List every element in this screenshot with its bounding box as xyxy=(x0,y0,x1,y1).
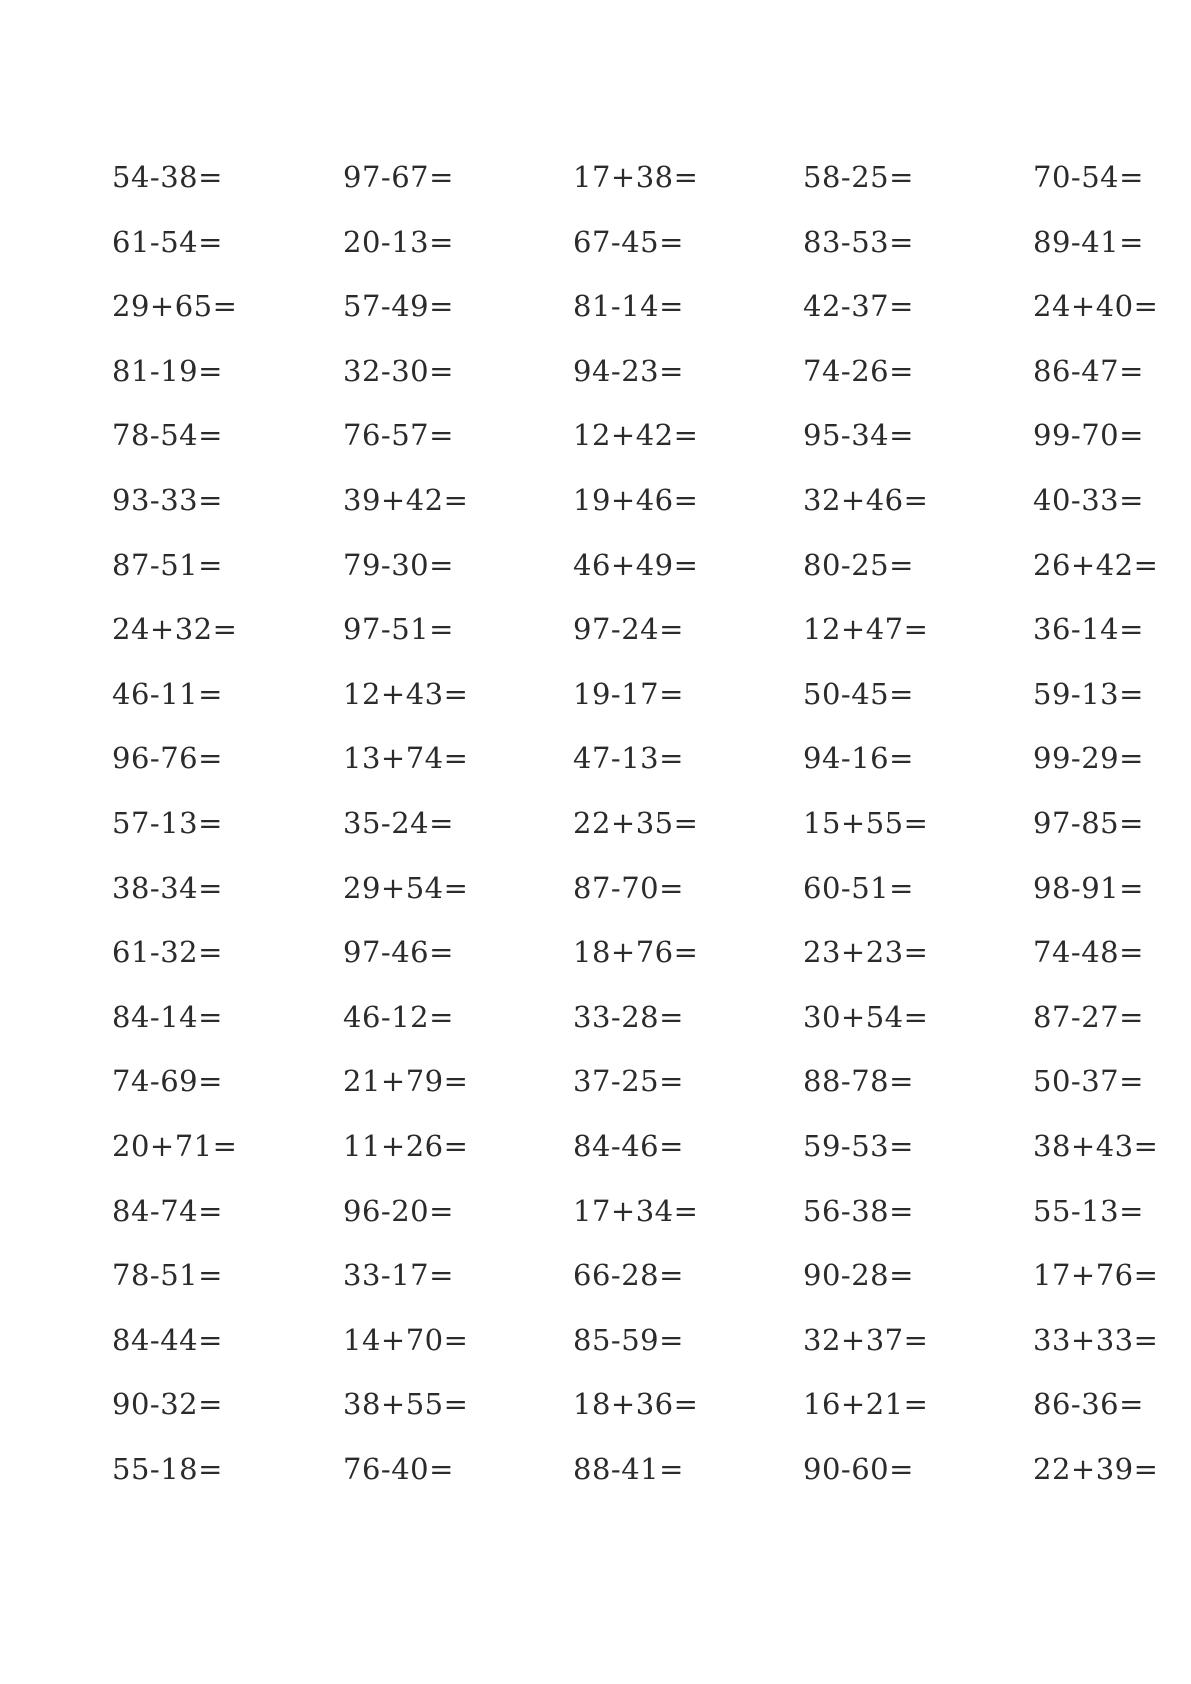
math-problem: 30+54= xyxy=(803,999,929,1034)
math-problem: 17+34= xyxy=(573,1193,699,1228)
math-problem: 32-30= xyxy=(343,353,454,388)
problem-row xyxy=(0,726,1191,790)
math-problem: 37-25= xyxy=(573,1064,684,1099)
problem-row xyxy=(0,339,1191,403)
math-problem: 67-45= xyxy=(573,224,684,259)
math-problem: 22+35= xyxy=(573,806,699,840)
problem-row xyxy=(0,468,1191,532)
problem-row xyxy=(0,597,1191,661)
math-problem: 98-91= xyxy=(1033,870,1144,905)
math-problem: 20+71= xyxy=(112,1129,238,1163)
math-problem: 24+40= xyxy=(1033,289,1159,324)
math-problem: 87-51= xyxy=(112,547,223,582)
math-problem: 19+46= xyxy=(573,483,699,517)
math-problem: 19-17= xyxy=(573,676,684,711)
math-problem: 15+55= xyxy=(803,806,929,840)
math-problem: 12+42= xyxy=(573,418,699,453)
math-problem: 38-34= xyxy=(112,870,223,905)
math-problem: 26+42= xyxy=(1033,547,1159,582)
problem-row xyxy=(0,856,1191,920)
math-problem: 74-69= xyxy=(112,1064,223,1099)
problem-row xyxy=(0,1437,1191,1501)
problem-row xyxy=(0,403,1191,467)
math-problem: 55-13= xyxy=(1033,1193,1144,1228)
math-problem: 29+65= xyxy=(112,289,238,324)
math-problem: 97-51= xyxy=(343,612,454,647)
math-problem: 35-24= xyxy=(343,806,454,840)
math-problem: 21+79= xyxy=(343,1064,469,1099)
math-problem: 94-23= xyxy=(573,353,684,388)
math-problem: 96-20= xyxy=(343,1193,454,1228)
math-problem: 60-51= xyxy=(803,870,914,905)
math-problem: 57-49= xyxy=(343,289,454,324)
math-problem: 38+55= xyxy=(343,1387,469,1422)
math-problem: 86-36= xyxy=(1033,1387,1144,1422)
math-problem: 55-18= xyxy=(112,1452,223,1486)
problem-row xyxy=(0,1179,1191,1243)
math-problem: 96-76= xyxy=(112,741,223,776)
math-problem: 90-60= xyxy=(803,1452,914,1486)
math-problem: 50-37= xyxy=(1033,1064,1144,1099)
math-problem: 59-53= xyxy=(803,1129,914,1163)
math-problem: 47-13= xyxy=(573,741,684,776)
problem-row xyxy=(0,920,1191,984)
problem-row xyxy=(0,1308,1191,1372)
math-problem: 58-25= xyxy=(803,160,914,194)
math-problem: 66-28= xyxy=(573,1258,684,1293)
math-problem: 81-14= xyxy=(573,289,684,324)
math-problem: 29+54= xyxy=(343,870,469,905)
math-problem: 11+26= xyxy=(343,1129,469,1163)
math-problem: 97-46= xyxy=(343,935,454,970)
problem-row xyxy=(0,145,1191,209)
math-problem: 99-29= xyxy=(1033,741,1144,776)
math-problem: 87-70= xyxy=(573,870,684,905)
math-problem: 97-85= xyxy=(1033,806,1144,840)
math-problem: 38+43= xyxy=(1033,1129,1159,1163)
math-problem: 42-37= xyxy=(803,289,914,324)
math-problem: 12+47= xyxy=(803,612,929,647)
math-problem: 78-54= xyxy=(112,418,223,453)
math-problem: 95-34= xyxy=(803,418,914,453)
math-problem: 18+36= xyxy=(573,1387,699,1422)
math-problem: 78-51= xyxy=(112,1258,223,1293)
math-problem: 46-12= xyxy=(343,999,454,1034)
math-problem: 17+76= xyxy=(1033,1258,1159,1293)
problem-row xyxy=(0,985,1191,1049)
math-problem: 36-14= xyxy=(1033,612,1144,647)
math-problem: 59-13= xyxy=(1033,676,1144,711)
math-problem: 83-53= xyxy=(803,224,914,259)
math-problem: 94-16= xyxy=(803,741,914,776)
math-problem: 61-32= xyxy=(112,935,223,970)
math-problem: 90-28= xyxy=(803,1258,914,1293)
math-problem: 76-40= xyxy=(343,1452,454,1486)
problem-row xyxy=(0,1049,1191,1113)
math-problem: 13+74= xyxy=(343,741,469,776)
math-problem: 84-74= xyxy=(112,1193,223,1228)
math-problem: 88-41= xyxy=(573,1452,684,1486)
problem-row xyxy=(0,791,1191,855)
math-problem: 85-59= xyxy=(573,1322,684,1357)
math-problem: 99-70= xyxy=(1033,418,1144,453)
math-problem: 76-57= xyxy=(343,418,454,453)
math-problem: 80-25= xyxy=(803,547,914,582)
math-problem: 90-32= xyxy=(112,1387,223,1422)
math-problem: 20-13= xyxy=(343,224,454,259)
math-problem: 61-54= xyxy=(112,224,223,259)
math-problem: 23+23= xyxy=(803,935,929,970)
math-problem: 18+76= xyxy=(573,935,699,970)
math-problem: 74-26= xyxy=(803,353,914,388)
problem-row xyxy=(0,274,1191,338)
problem-row xyxy=(0,533,1191,597)
math-problem: 79-30= xyxy=(343,547,454,582)
math-problem: 50-45= xyxy=(803,676,914,711)
problem-row xyxy=(0,210,1191,274)
math-problem: 39+42= xyxy=(343,483,469,517)
math-problem: 46-11= xyxy=(112,676,223,711)
math-problem: 97-24= xyxy=(573,612,684,647)
math-problem: 12+43= xyxy=(343,676,469,711)
math-problem: 74-48= xyxy=(1033,935,1144,970)
math-problem: 84-14= xyxy=(112,999,223,1034)
math-problem: 70-54= xyxy=(1033,160,1144,194)
math-problem: 57-13= xyxy=(112,806,223,840)
math-problem: 54-38= xyxy=(112,160,223,194)
math-problem: 87-27= xyxy=(1033,999,1144,1034)
problem-row xyxy=(0,1372,1191,1436)
math-problem: 97-67= xyxy=(343,160,454,194)
math-problem: 40-33= xyxy=(1033,483,1144,517)
math-problem: 33-28= xyxy=(573,999,684,1034)
math-problem: 88-78= xyxy=(803,1064,914,1099)
problem-row xyxy=(0,1243,1191,1307)
math-problem: 33+33= xyxy=(1033,1322,1159,1357)
math-problem: 84-44= xyxy=(112,1322,223,1357)
problem-row xyxy=(0,662,1191,726)
math-problem: 22+39= xyxy=(1033,1452,1159,1486)
math-problem: 46+49= xyxy=(573,547,699,582)
math-problem: 17+38= xyxy=(573,160,699,194)
math-problem: 86-47= xyxy=(1033,353,1144,388)
math-problem: 32+46= xyxy=(803,483,929,517)
math-problem: 16+21= xyxy=(803,1387,929,1422)
math-problem: 24+32= xyxy=(112,612,238,647)
problem-row xyxy=(0,1114,1191,1178)
math-problem: 89-41= xyxy=(1033,224,1144,259)
math-problem: 56-38= xyxy=(803,1193,914,1228)
math-problem: 81-19= xyxy=(112,353,223,388)
math-problem: 14+70= xyxy=(343,1322,469,1357)
math-problem: 33-17= xyxy=(343,1258,454,1293)
math-problem: 32+37= xyxy=(803,1322,929,1357)
math-problem: 84-46= xyxy=(573,1129,684,1163)
math-problem: 93-33= xyxy=(112,483,223,517)
